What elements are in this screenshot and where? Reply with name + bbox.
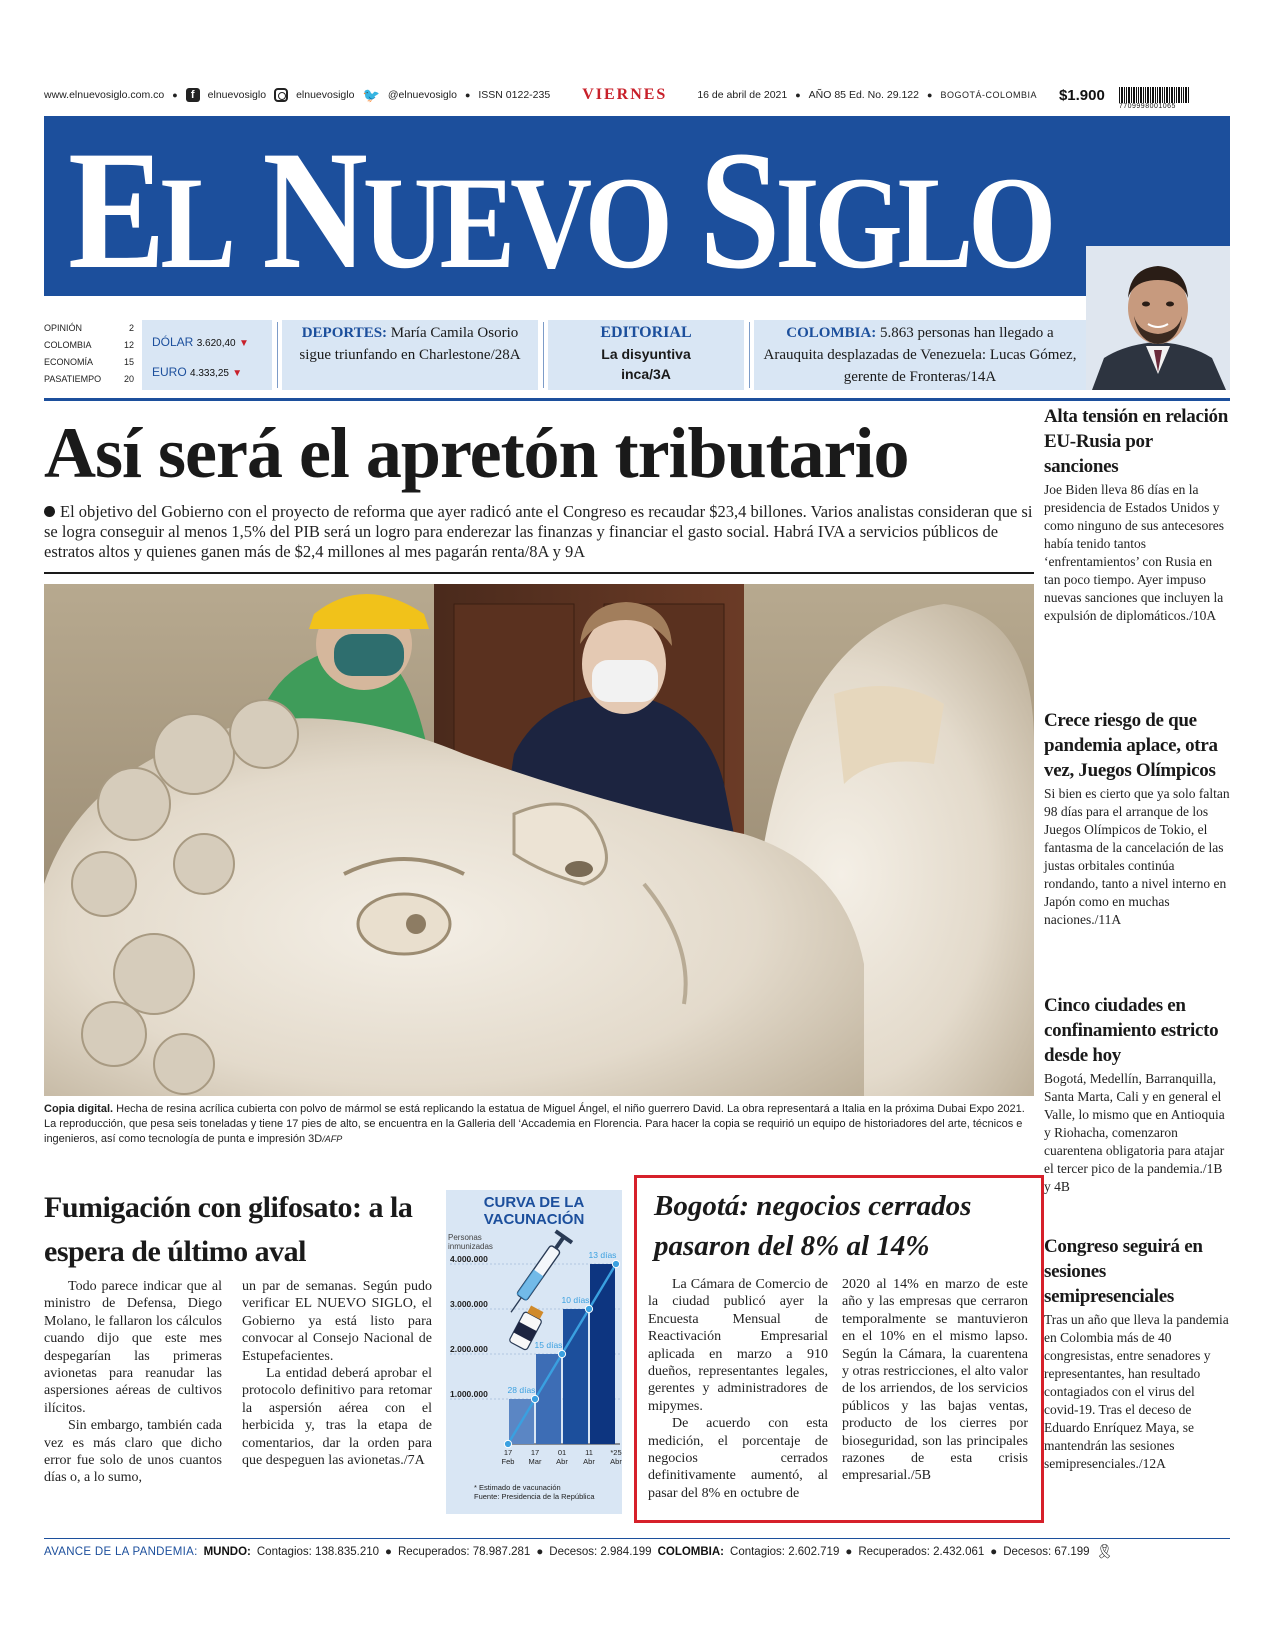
colombia-decesos: Decesos: 67.199 <box>1003 1545 1090 1558</box>
y-axis-label: Personas <box>448 1233 482 1242</box>
edition-number: AÑO 85 Ed. No. 29.122 <box>808 89 919 101</box>
teaser-colombia[interactable]: COLOMBIA: 5.863 personas han llegado a Arauquita desplazadas de Venezuela: Lucas Gómez, gerente de Fronteras/14A <box>754 320 1086 390</box>
chart-bar <box>536 1354 561 1444</box>
sidebar-story-congreso[interactable]: Congreso seguirá en sesiones semipresenciales Tras un año que lleva la pandemia en Colombia más de 40 congresistas, entre senadores y representantes, han resultado contagiados con el virus del covid-19. Tras el deceso de Eduardo Enríquez Maya, se mantendrán las sesiones semipresenciales./12A <box>1044 1236 1229 1471</box>
website-link[interactable]: www.elnuevosiglo.com.co <box>44 89 165 101</box>
weekday: VIERNES <box>582 86 668 103</box>
lead-headline[interactable]: Así será el apretón tributario <box>44 413 909 493</box>
x-tick-label: 11 <box>585 1448 593 1457</box>
barcode <box>1119 81 1189 110</box>
interval-annotation: 10 días <box>561 1295 590 1305</box>
x-tick-label: *25 <box>610 1448 622 1457</box>
lead-deck: El objetivo del Gobierno con el proyecto de reforma que ayer radicó ante el Congreso es recaudar $23,4 billones. Varios analistas consideran que si se logra conseguir al menos 1,5% del PIB será un logro para enderezar las finanzas y financiar el gasto social. Habrá IVA a servicios públicos de estratos altos y quienes ganen más de $2,4 millones al mes pagarán renta/8A y 9A <box>44 502 1033 561</box>
bogota-column-2: 2020 al 14% en marzo de este año y las empresas que cerraron temporalmente se mantuvieron en el 10% en el mismo lapso. Según la Cámara, la cuarentena y otras restricciones, el alto valor de los arriendos, de los servicios públicos y las bajas ventas, producto de los cierres por bioseguridad, son las principales razones de esta crisis empresarial./5B <box>842 1277 1028 1484</box>
index-item[interactable]: PASATIEMPO 20 <box>44 374 134 384</box>
bullet-icon <box>44 506 55 517</box>
photo-caption: Copia digital. Hecha de resina acrílica cubierta con polvo de mármol se está replicando la estatua de Miguel Ángel, el niño guerrero David. La obra representará a Italia en la próxima Dubai Expo 2021. La reproducción, que pesa seis toneladas y tiene 17 pies de alto, se encuentra en la Galleria dell ‘Accademia en Florencia. Para hacer la copia se requirió un equipo de historiadores del arte, técnicos e ingenieros, así como tecnología de punta e impresión 3D/AFP <box>44 1103 1025 1145</box>
data-point <box>504 1440 511 1447</box>
vaccination-chart <box>446 1190 622 1514</box>
interval-annotation: 13 días <box>588 1250 617 1260</box>
index-item[interactable]: OPINIÓN 2 <box>44 323 134 333</box>
sidebar-story-confinamiento[interactable]: Cinco ciudades en confinamiento estricto desde hoy Bogotá, Medellín, Barranquilla, Santa Marta, Cali y en general el Valle, lo mismo que en Antioquia y Riohacha, comenzaron cuarentena obligatoria para atajar el tercer pico de la pandemia./1B y 4B <box>1044 995 1225 1194</box>
person-photo <box>1086 246 1230 390</box>
sidebar-story-olimpicos[interactable]: Crece riesgo de que pandemia aplace, otra vez, Juegos Olímpicos Si bien es cierto que ya solo faltan 98 días para el arranque de los Juegos Olímpicos de Tokio, el fantasma de la cancelación de las justas orbitales continúa rondando, tanto a nivel interno en Japón como en muchas naciones./11A <box>1044 710 1230 927</box>
separator-dot: ● <box>172 90 178 100</box>
x-tick-label: Abr <box>556 1457 568 1466</box>
separator-dot: ● <box>464 90 471 100</box>
top-info-bar <box>44 84 1230 110</box>
masthead <box>44 116 1230 304</box>
bogota-column-1: La Cámara de Comercio de la ciudad publicó ayer la Encuesta Mensual de Reactivación Empresarial aplicada en marzo a 910 dueños, representantes legales, gerentes y administradores de mipymes. De acuerdo con esta medición, el porcentaje de negocios cerrados definitivamente aumentó, al pasar del 8% en octubre de <box>648 1277 828 1501</box>
instagram-icon <box>274 88 288 102</box>
bogota-headline[interactable]: Bogotá: negocios cerrados pasaron del 8% al 14% <box>654 1190 972 1262</box>
separator-dot: ● <box>927 90 933 100</box>
mundo-contagios: Contagios: 138.835.210 <box>256 1545 380 1558</box>
chart-bar <box>590 1264 615 1444</box>
mundo-label: MUNDO: <box>203 1545 251 1558</box>
x-tick-label: Feb <box>501 1457 515 1466</box>
facebook-icon: f <box>186 88 200 102</box>
currency-box <box>142 320 272 390</box>
separator-dot: ● <box>536 1545 544 1558</box>
glifosato-headline[interactable]: Fumigación con glifosato: a la espera de último aval <box>44 1191 413 1268</box>
chart-source: Fuente: Presidencia de la República <box>474 1492 595 1501</box>
divider <box>749 322 750 388</box>
separator-dot: ● <box>795 90 801 100</box>
x-tick-label: 17 <box>530 1448 540 1457</box>
teaser-deportes[interactable]: DEPORTES: María Camila Osorio sigue triunfando en Charlestone/28A <box>282 320 538 390</box>
city: BOGOTÁ-COLOMBIA <box>940 90 1037 100</box>
section-index <box>44 320 134 388</box>
sidebar-story-eu-rusia[interactable]: Alta tensión en relación EU-Rusia por sanciones Joe Biden lleva 86 días en la presidencia de Estados Unidos y como ninguno de sus antecesores había tenido tantos ‘enfrentamientos’ con Rusia en tan poco tiempo. Ayer impuso nuevas sanciones que incluyen la expulsión de diplomáticos./10A <box>1044 406 1229 623</box>
mundo-decesos: Decesos: 2.984.199 <box>549 1545 652 1558</box>
interval-annotation: 15 días <box>534 1340 563 1350</box>
divider <box>277 322 278 388</box>
colombia-label: COLOMBIA: <box>657 1545 725 1558</box>
y-tick-label: 4.000.000 <box>450 1254 488 1264</box>
colombia-contagios: Contagios: 2.602.719 <box>730 1545 840 1558</box>
y-axis-label: inmunizadas <box>448 1242 493 1251</box>
data-point <box>612 1260 619 1267</box>
vaccination-chart-plot <box>446 1190 622 1514</box>
data-point <box>558 1350 565 1357</box>
instagram-handle[interactable]: elnuevosiglo <box>296 89 355 101</box>
x-tick-label: Abr <box>610 1457 622 1466</box>
date: 16 de abril de 2021 <box>697 89 788 101</box>
twitter-icon: 🐦 <box>362 86 380 103</box>
mundo-recuperados: Recuperados: 78.987.281 <box>397 1545 531 1558</box>
separator-dot: ● <box>990 1545 998 1558</box>
divider <box>44 572 1034 574</box>
twitter-handle[interactable]: @elnuevosiglo <box>387 89 457 101</box>
barcode-icon <box>1119 81 1189 103</box>
y-tick-label: 3.000.000 <box>450 1299 488 1309</box>
x-tick-label: 17 <box>503 1448 513 1457</box>
barcode-number: 7709998001065 <box>1118 102 1176 110</box>
teaser-editorial[interactable]: EDITORIAL La disyuntiva inca/3A <box>548 320 744 390</box>
euro-rate: EURO 4.333,25 ▼ <box>152 365 243 379</box>
facebook-handle[interactable]: elnuevosiglo <box>207 89 267 101</box>
issn: ISSN 0122-235 <box>478 89 551 101</box>
separator-dot: ● <box>845 1545 853 1558</box>
separator-dot: ● <box>385 1545 392 1558</box>
data-point <box>585 1305 592 1312</box>
glifosato-column-2: un par de semanas. Según pudo verificar EL NUEVO SIGLO, el Gobierno ya está listo para convocar al Consejo Nacional de Estupefacientes. La entidad deberá aprobar el protocolo definitivo para retomar la aspersión aérea con el herbicida y, tras la etapa de comentarios, dar la orden para que despeguen las avionetas./7A <box>242 1279 432 1469</box>
index-item[interactable]: ECONOMÍA 15 <box>44 357 134 367</box>
x-tick-label: Mar <box>528 1457 542 1466</box>
dolar-rate: DÓLAR 3.620,40 ▼ <box>152 335 249 349</box>
data-point <box>531 1395 538 1402</box>
interval-annotation: 28 días <box>507 1385 536 1395</box>
y-tick-label: 2.000.000 <box>450 1344 488 1354</box>
pandemic-ticker <box>44 1538 1230 1560</box>
divider <box>44 398 1230 401</box>
down-arrow-icon: ▼ <box>238 338 249 349</box>
lead-photo-david-statue <box>44 584 1034 1096</box>
price: $1.900 <box>1058 86 1105 104</box>
divider <box>543 322 544 388</box>
index-item[interactable]: COLOMBIA 12 <box>44 340 134 350</box>
chart-title: CURVA DE LA VACUNACIÓN <box>483 1194 585 1228</box>
glifosato-column-1: Todo parece indicar que al ministro de Defensa, Diego Molano, le fallaron los cálculos cuando dijo que este mes despegarían las primeras avionetas para reanudar las aspersiones aéreas de cultivos ilícitos. Sin embargo, también cada vez es más claro que dicho error fue solo de unos cuantos días o, a lo sumo, <box>44 1279 222 1486</box>
y-tick-label: 1.000.000 <box>450 1389 488 1399</box>
chart-footnote: * Estimado de vacunación <box>474 1483 561 1492</box>
down-arrow-icon: ▼ <box>232 368 243 379</box>
colombia-recuperados: Recuperados: 2.432.061 <box>858 1545 985 1558</box>
newspaper-logo: EL NUEVO SIGLO <box>68 116 1052 304</box>
mourning-ribbon-icon: 🎗 <box>1095 1543 1114 1559</box>
x-tick-label: 01 <box>557 1448 567 1457</box>
x-tick-label: Abr <box>583 1457 595 1466</box>
pandemic-label: AVANCE DE LA PANDEMIA: <box>44 1545 198 1558</box>
